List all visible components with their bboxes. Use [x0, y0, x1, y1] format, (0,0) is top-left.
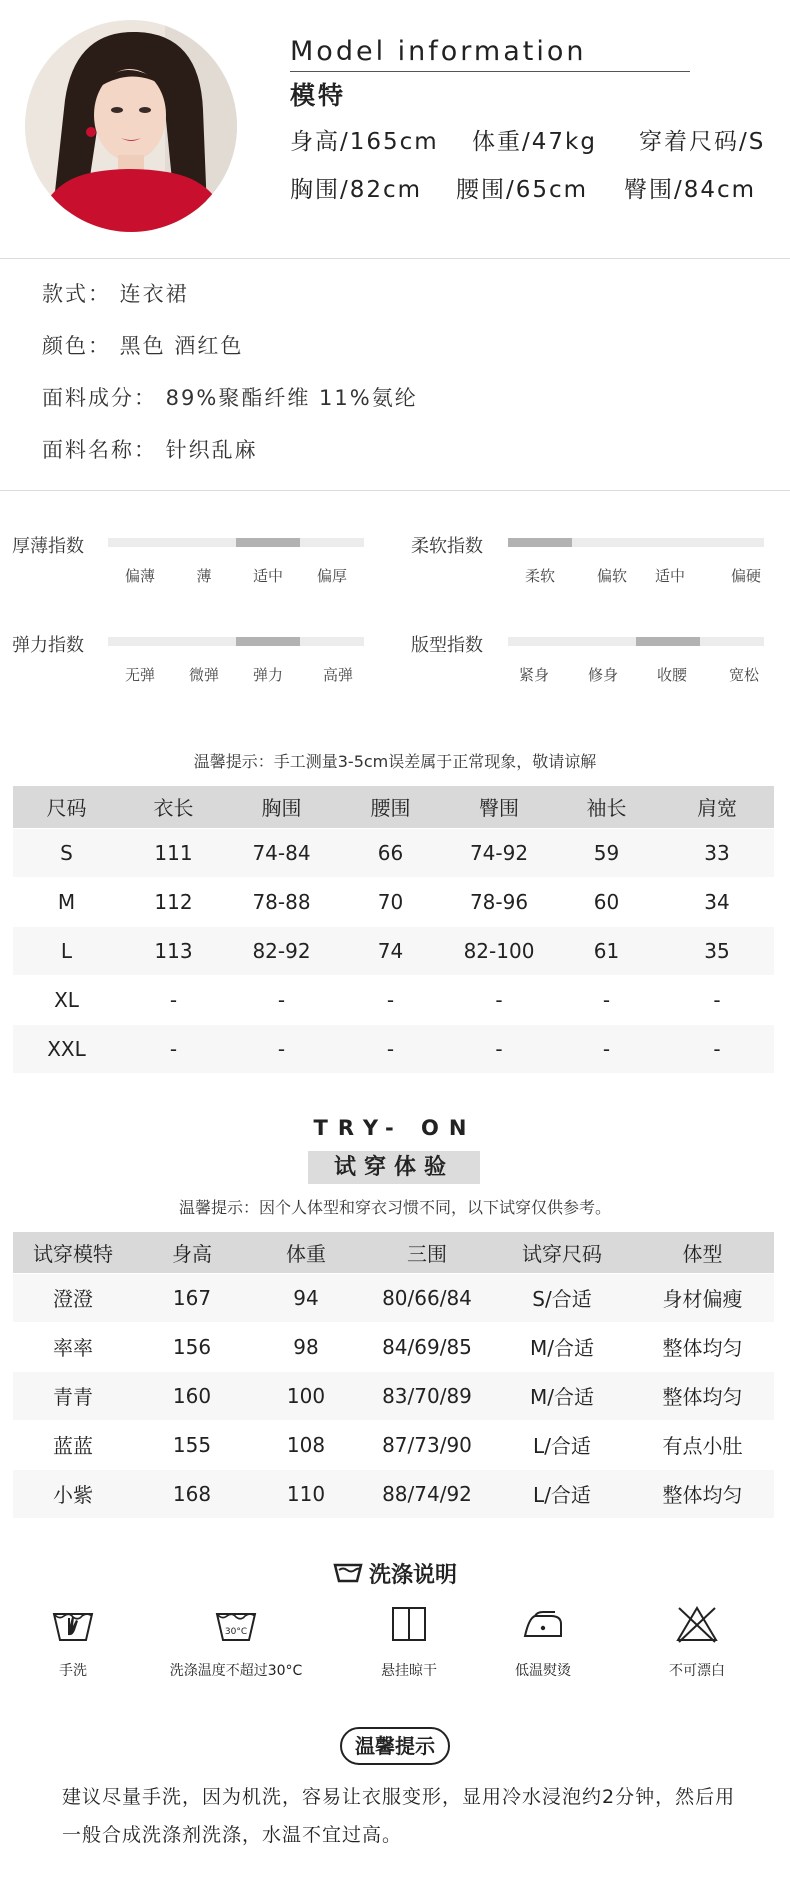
wash-temperature-icon: [214, 1604, 258, 1644]
fit-bar: [508, 637, 764, 646]
size-cell: 74-92: [445, 828, 553, 877]
low-iron-icon: [521, 1604, 565, 1644]
softness-index-title: 柔软指数: [411, 536, 483, 557]
size-cell: 82-100: [445, 926, 553, 975]
model-info-section: [0, 0, 790, 258]
fit-option: 宽松: [728, 666, 759, 684]
size-header-cell: 袖长: [553, 786, 660, 828]
tryon-cell: 110: [251, 1469, 361, 1518]
tryon-cell: 身材偏瘦: [631, 1273, 774, 1322]
hand-wash-icon: [51, 1604, 95, 1644]
tryon-cell: L/合适: [493, 1469, 631, 1518]
size-cell: -: [660, 975, 774, 1024]
fit-option: 收腰: [656, 666, 687, 684]
size-cell: 78-96: [445, 877, 553, 926]
tryon-header-cell: 试穿尺码: [493, 1232, 631, 1273]
size-cell: -: [336, 1024, 445, 1073]
table-row: [13, 926, 774, 975]
tryon-cell: 84/69/85: [361, 1322, 493, 1371]
tryon-cell: 蓝蓝: [13, 1420, 133, 1469]
softness-bar: [508, 538, 764, 547]
section-divider: [0, 258, 790, 259]
hang-dry-icon: [387, 1604, 431, 1644]
tryon-cell: M/合适: [493, 1371, 631, 1420]
thickness-bar-selected: [236, 538, 300, 547]
thickness-index-title: 厚薄指数: [12, 536, 84, 557]
size-cell: M: [13, 877, 120, 926]
size-header-cell: 尺码: [13, 786, 120, 828]
tryon-cell: 87/73/90: [361, 1420, 493, 1469]
tryon-cell: 88/74/92: [361, 1469, 493, 1518]
size-cell: -: [227, 975, 336, 1024]
elasticity-bar: [108, 637, 364, 646]
size-cell: -: [336, 975, 445, 1024]
no-bleach-label: 不可漂白: [669, 1663, 725, 1679]
table-row: [13, 1273, 774, 1322]
tryon-cell: 94: [251, 1273, 361, 1322]
softness-option: 柔软: [524, 567, 555, 585]
attr-composition: 面料成分： 89%聚酯纤维 11%氨纶: [42, 386, 418, 410]
tryon-cell: M/合适: [493, 1322, 631, 1371]
size-cell: 113: [120, 926, 227, 975]
size-cell: 111: [120, 828, 227, 877]
size-cell: -: [120, 1024, 227, 1073]
tryon-cell: 80/66/84: [361, 1273, 493, 1322]
size-header-cell: 臀围: [445, 786, 553, 828]
no-bleach-icon: [675, 1604, 719, 1644]
size-cell: -: [227, 1024, 336, 1073]
attr-style: 款式： 连衣裙: [42, 282, 189, 306]
tryon-cell: 澄澄: [13, 1273, 133, 1322]
table-row: [13, 975, 774, 1024]
size-cell: S: [13, 828, 120, 877]
attr-color: 颜色： 黑色 酒红色: [42, 334, 244, 358]
size-cell: 61: [553, 926, 660, 975]
thickness-bar: [108, 538, 364, 547]
table-row: [13, 1322, 774, 1371]
elasticity-option: 高弹: [322, 666, 353, 684]
tryon-note: 温馨提示：因个人体型和穿衣习惯不同，以下试穿仅供参考。: [178, 1198, 611, 1217]
softness-bar-selected: [508, 538, 572, 547]
table-row: [13, 877, 774, 926]
tryon-header-cell: 三围: [361, 1232, 493, 1273]
size-header-cell: 胸围: [227, 786, 336, 828]
fit-index-title: 版型指数: [411, 635, 483, 656]
fit-option: 修身: [587, 666, 618, 684]
thickness-option: 适中: [252, 567, 283, 585]
tryon-cell: 青青: [13, 1371, 133, 1420]
wash-temp-text: 30°C: [224, 1627, 248, 1637]
hand-wash-label: 手洗: [59, 1663, 87, 1679]
model-avatar: [25, 20, 237, 232]
size-header-cell: 衣长: [120, 786, 227, 828]
tryon-cell: 整体均匀: [631, 1322, 774, 1371]
fit-bar-selected: [636, 637, 700, 646]
tryon-header-cell: 体型: [631, 1232, 774, 1273]
softness-option: 偏硬: [730, 567, 761, 585]
table-row: [13, 1371, 774, 1420]
size-cell: 74: [336, 926, 445, 975]
tryon-cell: 160: [133, 1371, 251, 1420]
wash-temperature-label: 洗涤温度不超过30°C: [169, 1663, 303, 1679]
softness-option: 偏软: [596, 567, 627, 585]
size-cell: -: [120, 975, 227, 1024]
tryon-cell: 83/70/89: [361, 1371, 493, 1420]
tryon-title-cn: 试穿体验: [308, 1151, 480, 1184]
tips-title: 温馨提示: [340, 1727, 450, 1765]
tryon-cell: 155: [133, 1420, 251, 1469]
size-note: 温馨提示：手工测量3-5cm误差属于正常现象，敬请谅解: [193, 752, 597, 771]
size-cell: 70: [336, 877, 445, 926]
fit-option: 紧身: [518, 666, 549, 684]
washing-title-text: 洗涤说明: [368, 1563, 457, 1588]
low-iron-label: 低温熨烫: [515, 1663, 571, 1679]
tryon-cell: L/合适: [493, 1420, 631, 1469]
softness-option: 适中: [654, 567, 685, 585]
tryon-header-cell: 体重: [251, 1232, 361, 1273]
size-cell: 78-88: [227, 877, 336, 926]
elasticity-option: 无弹: [124, 666, 155, 684]
model-bust: 胸围/82cm: [290, 177, 423, 203]
size-cell: 34: [660, 877, 774, 926]
washing-title: [0, 1558, 790, 1589]
size-cell: XL: [13, 975, 120, 1024]
elasticity-option: 微弹: [188, 666, 219, 684]
tryon-cell: 率率: [13, 1322, 133, 1371]
size-table: [13, 786, 774, 1074]
size-cell: -: [445, 975, 553, 1024]
size-table-header: [13, 786, 774, 828]
size-cell: L: [13, 926, 120, 975]
tryon-cell: 整体均匀: [631, 1469, 774, 1518]
attr-fabric: 面料名称： 针织乱麻: [42, 438, 258, 462]
thickness-option: 偏薄: [124, 567, 155, 585]
section-divider: [0, 490, 790, 491]
wash-tub-icon: [333, 1561, 363, 1585]
size-cell: 60: [553, 877, 660, 926]
thickness-option: 偏厚: [316, 567, 347, 585]
size-cell: -: [553, 975, 660, 1024]
tryon-cell: 整体均匀: [631, 1371, 774, 1420]
tryon-header-cell: 试穿模特: [13, 1232, 133, 1273]
model-waist: 腰围/65cm: [456, 177, 589, 203]
tryon-table-header: [13, 1232, 774, 1273]
table-row: [13, 1420, 774, 1469]
hang-dry-label: 悬挂晾干: [381, 1663, 437, 1679]
size-cell: -: [445, 1024, 553, 1073]
size-cell: 59: [553, 828, 660, 877]
size-cell: 35: [660, 926, 774, 975]
tryon-cell: S/合适: [493, 1273, 631, 1322]
tryon-cell: 168: [133, 1469, 251, 1518]
table-row: [13, 828, 774, 877]
model-weight: 体重/47kg: [472, 129, 597, 155]
size-header-cell: 肩宽: [660, 786, 774, 828]
tryon-header-cell: 身高: [133, 1232, 251, 1273]
tryon-table: [13, 1232, 774, 1519]
size-cell: XXL: [13, 1024, 120, 1073]
model-height: 身高/165cm: [290, 129, 439, 155]
elasticity-option: 弹力: [252, 666, 283, 684]
size-cell: 112: [120, 877, 227, 926]
tips-text: 建议尽量手洗，因为机洗，容易让衣服变形，显用冷水浸泡约2分钟，然后用一般合成洗涤剂洗涤，水温不宜过高。: [62, 1786, 736, 1846]
table-row: [13, 1024, 774, 1073]
model-title-en: Model information: [290, 36, 587, 67]
size-cell: 82-92: [227, 926, 336, 975]
model-title-cn: 模特: [290, 81, 347, 110]
model-size: 穿着尺码/S: [639, 129, 766, 155]
size-header-cell: 腰围: [336, 786, 445, 828]
tryon-title-en: TRY- ON: [313, 1116, 477, 1140]
tryon-cell: 108: [251, 1420, 361, 1469]
tryon-cell: 156: [133, 1322, 251, 1371]
elasticity-index-title: 弹力指数: [12, 635, 84, 656]
size-cell: 66: [336, 828, 445, 877]
model-hip: 臀围/84cm: [624, 177, 757, 203]
tryon-cell: 小紫: [13, 1469, 133, 1518]
tryon-cell: 有点小肚: [631, 1420, 774, 1469]
elasticity-bar-selected: [236, 637, 300, 646]
thickness-option: 薄: [196, 567, 212, 585]
size-cell: 74-84: [227, 828, 336, 877]
tryon-cell: 167: [133, 1273, 251, 1322]
model-title-underline: [290, 71, 690, 72]
tryon-cell: 98: [251, 1322, 361, 1371]
table-row: [13, 1469, 774, 1518]
size-cell: -: [553, 1024, 660, 1073]
size-cell: 33: [660, 828, 774, 877]
size-cell: -: [660, 1024, 774, 1073]
tryon-cell: 100: [251, 1371, 361, 1420]
